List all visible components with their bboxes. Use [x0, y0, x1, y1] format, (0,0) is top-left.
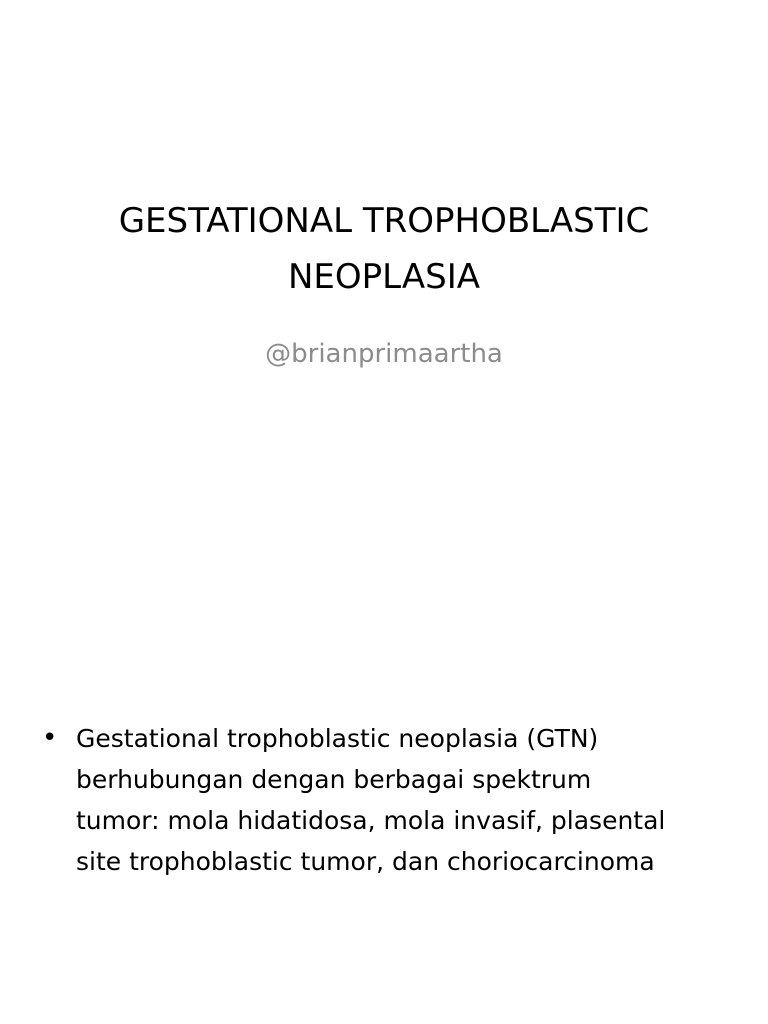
slide-subtitle: @brianprimaartha [265, 339, 503, 369]
slide-title-line-2: NEOPLASIA [287, 257, 481, 297]
bullet-list [42, 718, 742, 882]
slide-title-line-1: GESTATIONAL TROPHOBLASTIC [118, 201, 650, 241]
slide-title [40, 193, 728, 305]
bullet-text-line-3: tumor: mola hidatidosa, mola invasif, plasental [76, 806, 666, 835]
bullet-symbol: • [42, 723, 58, 753]
bullet-text-line-4: site trophoblastic tumor, dan choriocarcinoma [76, 847, 655, 876]
bullet-text-line-2: berhubungan dengan berbagai spektrum [76, 765, 592, 794]
bullet-item [42, 718, 742, 882]
bullet-text-line-1: Gestational trophoblastic neoplasia (GTN) [76, 724, 599, 753]
